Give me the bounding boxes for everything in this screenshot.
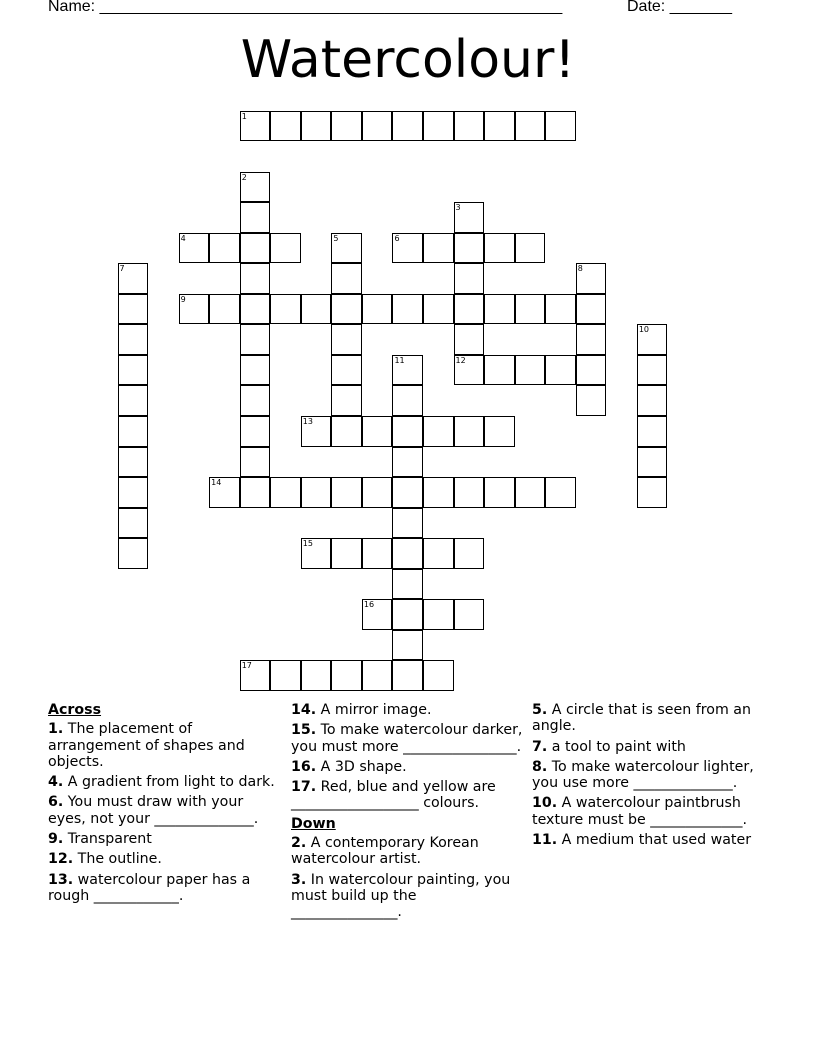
grid-cell[interactable] [423, 477, 454, 508]
grid-cell[interactable] [331, 477, 362, 508]
grid-cell[interactable] [240, 385, 271, 416]
grid-cell[interactable] [118, 324, 149, 355]
clue-down-3: 3. In watercolour painting, you must build up the _______________. [291, 871, 511, 921]
grid-cell[interactable] [240, 324, 271, 355]
clue-down-7: 7. a tool to paint with [532, 738, 686, 755]
clue-number: 7 [119, 264, 125, 274]
date-field: Date: _______ [627, 0, 732, 15]
grid-cell[interactable] [331, 355, 362, 386]
grid-cell[interactable] [331, 660, 362, 691]
grid-cell[interactable] [515, 477, 546, 508]
grid-cell[interactable] [515, 111, 546, 142]
grid-cell[interactable] [423, 111, 454, 142]
grid-cell[interactable] [423, 416, 454, 447]
grid-cell[interactable] [331, 263, 362, 294]
grid-cell[interactable] [637, 324, 668, 355]
grid-cell[interactable] [454, 202, 485, 233]
grid-cell[interactable] [637, 416, 668, 447]
clue-down-5: 5. A circle that is seen from an angle. [532, 702, 751, 735]
grid-cell[interactable] [637, 355, 668, 386]
grid-cell[interactable] [209, 294, 240, 325]
grid-cell[interactable] [545, 355, 576, 386]
clue-down-11: 11. A medium that used water [532, 832, 752, 849]
grid-cell[interactable] [576, 263, 607, 294]
grid-cell[interactable] [484, 355, 515, 386]
clue-across-14: 14. A mirror image. [291, 702, 432, 718]
clue-number: 17 [241, 661, 252, 671]
grid-cell[interactable] [423, 294, 454, 325]
grid-cell[interactable] [454, 538, 485, 569]
grid-cell[interactable] [240, 172, 271, 203]
grid-cell[interactable] [362, 477, 393, 508]
grid-cell[interactable] [118, 263, 149, 294]
grid-cell[interactable] [362, 660, 393, 691]
grid-cell[interactable] [240, 447, 271, 478]
grid-cell[interactable] [331, 385, 362, 416]
grid-cell[interactable] [423, 538, 454, 569]
grid-cell[interactable] [576, 385, 607, 416]
grid-cell[interactable] [454, 599, 485, 630]
grid-cell[interactable] [240, 660, 271, 691]
grid-cell[interactable] [392, 355, 423, 386]
clue-down-2: 2. A contemporary Korean watercolour artist. [291, 835, 479, 868]
clue-number: 9 [180, 294, 186, 304]
grid-cell[interactable] [484, 477, 515, 508]
grid-cell[interactable] [392, 447, 423, 478]
grid-cell[interactable] [454, 477, 485, 508]
clue-number: 10 [638, 325, 650, 335]
grid-cell[interactable] [515, 355, 546, 386]
grid-cell[interactable] [240, 355, 271, 386]
grid-cell[interactable] [331, 416, 362, 447]
grid-cell[interactable] [392, 477, 423, 508]
clue-number: 16 [363, 600, 375, 610]
grid-cell[interactable] [301, 111, 332, 142]
grid-cell[interactable] [454, 233, 485, 264]
clue-down-10: 10. A watercolour paintbrush texture must be _____________. [532, 795, 748, 828]
grid-cell[interactable] [362, 538, 393, 569]
grid-cell[interactable] [392, 538, 423, 569]
grid-cell[interactable] [576, 294, 607, 325]
grid-cell[interactable] [240, 233, 271, 264]
across-heading: Across [48, 702, 102, 718]
grid-cell[interactable] [118, 355, 149, 386]
grid-cell[interactable] [270, 294, 301, 325]
grid-cell[interactable] [454, 324, 485, 355]
grid-cell[interactable] [118, 416, 149, 447]
grid-cell[interactable] [392, 660, 423, 691]
grid-cell[interactable] [392, 630, 423, 661]
grid-cell[interactable] [118, 385, 149, 416]
clue-across-9: 9. Transparent [48, 831, 152, 848]
grid-cell[interactable] [545, 477, 576, 508]
grid-cell[interactable] [637, 447, 668, 478]
grid-cell[interactable] [576, 324, 607, 355]
grid-cell[interactable] [637, 477, 668, 508]
grid-cell[interactable] [301, 294, 332, 325]
grid-cell[interactable] [362, 111, 393, 142]
clue-across-4: 4. A gradient from light to dark. [48, 774, 275, 791]
grid-cell[interactable] [179, 294, 210, 325]
grid-cell[interactable] [179, 233, 210, 264]
grid-cell[interactable] [240, 294, 271, 325]
grid-cell[interactable] [270, 660, 301, 691]
grid-cell[interactable] [270, 477, 301, 508]
grid-cell[interactable] [392, 233, 423, 264]
clue-number: 6 [394, 233, 400, 243]
name-field: Name: ____________________________________________________ [48, 0, 563, 15]
grid-cell[interactable] [392, 385, 423, 416]
clue-down-8: 8. To make watercolour lighter, you use more ______________. [532, 758, 754, 792]
grid-cell[interactable] [331, 233, 362, 264]
clue-number: 2 [241, 172, 247, 182]
clue-number: 3 [455, 203, 461, 213]
grid-cell[interactable] [362, 294, 393, 325]
page-title: Watercolour! [240, 30, 576, 90]
grid-cell[interactable] [423, 599, 454, 630]
clue-number: 1 [241, 111, 247, 121]
grid-cell[interactable] [118, 294, 149, 325]
grid-cell[interactable] [484, 294, 515, 325]
grid-cell[interactable] [484, 233, 515, 264]
clue-across-17: 17. Red, blue and yellow are __________________ colours. [291, 779, 496, 812]
grid-cell[interactable] [240, 111, 271, 142]
clue-number: 11 [394, 355, 405, 365]
grid-cell[interactable] [331, 111, 362, 142]
grid-cell[interactable] [576, 355, 607, 386]
grid-cell[interactable] [301, 660, 332, 691]
clues-column-2 [291, 702, 527, 925]
clue-number: 12 [455, 355, 466, 365]
grid-cell[interactable] [454, 355, 485, 386]
grid-cell[interactable] [423, 660, 454, 691]
clue-number: 13 [302, 417, 313, 426]
grid-cell[interactable] [362, 416, 393, 447]
grid-cell[interactable] [392, 294, 423, 325]
grid-cell[interactable] [545, 294, 576, 325]
grid-cell[interactable] [270, 111, 301, 142]
down-heading: Down [291, 815, 336, 832]
clue-number: 14 [211, 478, 222, 488]
grid-cell[interactable] [637, 385, 668, 416]
grid-cell[interactable] [240, 416, 271, 447]
grid-cell[interactable] [301, 538, 332, 569]
grid-cell[interactable] [515, 233, 546, 264]
clue-across-6: 6. You must draw with your eyes, not your ______________. [48, 794, 259, 827]
clues-column-1 [48, 702, 284, 908]
grid-cell[interactable] [118, 477, 149, 508]
clues-column-3 [532, 702, 768, 852]
grid-cell[interactable] [484, 111, 515, 142]
grid-cell[interactable] [515, 294, 546, 325]
grid-cell[interactable] [454, 263, 485, 294]
grid-cell[interactable] [301, 416, 332, 447]
grid-cell[interactable] [301, 477, 332, 508]
grid-cell[interactable] [331, 294, 362, 325]
grid-cell[interactable] [209, 233, 240, 264]
grid-cell[interactable] [331, 538, 362, 569]
grid-cell[interactable] [545, 111, 576, 142]
grid-cell[interactable] [392, 599, 423, 630]
clue-across-12: 12. The outline. [48, 851, 162, 868]
grid-cell[interactable] [118, 508, 149, 539]
grid-cell[interactable] [240, 263, 271, 294]
grid-cell[interactable] [209, 477, 240, 508]
grid-cell[interactable] [118, 447, 149, 478]
clue-across-13: 13. watercolour paper has a rough ____________. [48, 871, 251, 904]
clue-number: 8 [577, 264, 583, 274]
grid-cell[interactable] [454, 294, 485, 325]
clue-number: 4 [180, 233, 186, 243]
grid-cell[interactable] [392, 416, 423, 447]
grid-cell[interactable] [240, 202, 271, 233]
grid-cell[interactable] [270, 233, 301, 264]
grid-cell[interactable] [423, 233, 454, 264]
grid-cell[interactable] [454, 111, 485, 142]
clue-number: 5 [333, 233, 339, 243]
grid-cell[interactable] [392, 111, 423, 142]
clue-number: 15 [302, 539, 313, 549]
clue-across-16: 16. A 3D shape. [291, 758, 407, 775]
grid-cell[interactable] [240, 477, 271, 508]
grid-cell[interactable] [362, 599, 393, 630]
grid-cell[interactable] [484, 416, 515, 447]
clue-across-15: 15. To make watercolour darker, you must more ________________. [291, 722, 523, 755]
grid-cell[interactable] [118, 538, 149, 569]
clue-across-1: 1. The placement of arrangement of shapes and objects. [48, 721, 245, 770]
grid-cell[interactable] [392, 508, 423, 539]
grid-cell[interactable] [331, 324, 362, 355]
grid-cell[interactable] [392, 569, 423, 600]
grid-cell[interactable] [454, 416, 485, 447]
